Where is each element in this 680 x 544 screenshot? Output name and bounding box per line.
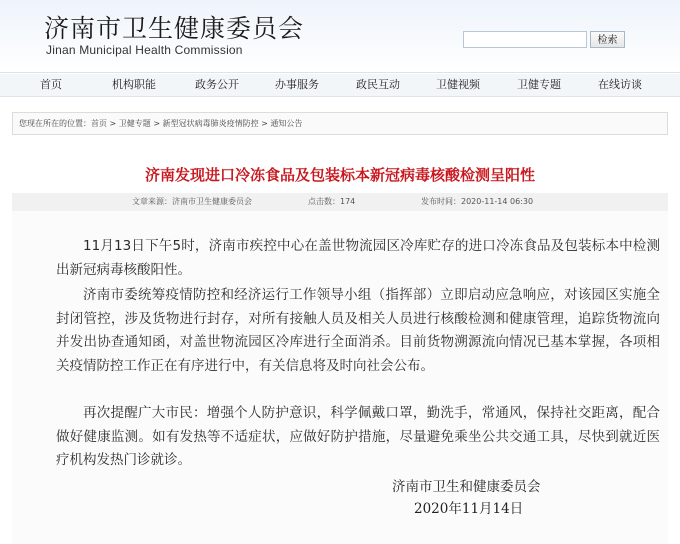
- article-publish-time: 发布时间：2020-11-14 06:30: [421, 197, 534, 206]
- breadcrumb-link-topics[interactable]: 卫健专题: [118, 119, 151, 128]
- article-source: 文章来源：济南市卫生健康委员会: [132, 197, 252, 206]
- main-nav: [0, 74, 680, 97]
- nav-item-interview[interactable]: 在线访谈: [598, 78, 642, 91]
- article-date: 2020年11月14日: [414, 501, 524, 517]
- search-button[interactable]: 检索: [590, 31, 625, 48]
- breadcrumb-link-covid[interactable]: 新型冠状病毒肺炎疫情防控: [162, 119, 259, 128]
- article-body: [12, 211, 668, 544]
- breadcrumb-link-notices[interactable]: 通知公告: [270, 119, 303, 128]
- site-subtitle: Jinan Municipal Health Commission: [46, 43, 243, 57]
- nav-item-topics[interactable]: 卫健专题: [517, 78, 561, 91]
- article-meta: [12, 193, 668, 211]
- nav-item-home[interactable]: 首页: [40, 78, 62, 91]
- article-paragraph: 再次提醒广大市民：增强个人防护意识，科学佩戴口罩，勤洗手，常通风，保持社交距离，配合做好健康监测。如有发热等不适症状，应做好防护措施，尽量避免乘坐公共交通工具，尽快到就近医疗机构发热门诊就诊。: [56, 405, 660, 468]
- breadcrumb: [12, 112, 668, 135]
- article-signature: 济南市卫生和健康委员会: [392, 479, 541, 495]
- nav-item-interaction[interactable]: 政民互动: [356, 78, 400, 91]
- breadcrumb-prefix: 您现在所在的位置：: [19, 119, 91, 128]
- article-paragraph: 济南市委统筹疫情防控和经济运行工作领导小组（指挥部）立即启动应急响应，对该园区实施全封闭管控，涉及货物进行封存，对所有接触人员及相关人员进行核酸检测和健康管理，追踪货物流向并发出协查通知函，对盖世物流园区冷库进行全面消杀。目前货物溯源流向情况已基本掌握，各项相关疫情防控工作正在有序进行中，有关信息将及时向社会公布。: [56, 287, 660, 374]
- article-title: 济南发现进口冷冻食品及包装标本新冠病毒核酸检测呈阳性: [144, 166, 535, 184]
- nav-item-gov-affairs[interactable]: 政务公开: [195, 78, 239, 91]
- breadcrumb-separator: >: [150, 119, 163, 128]
- breadcrumb-link-home[interactable]: 首页: [91, 119, 107, 128]
- site-title: 济南市卫生健康委员会: [44, 14, 305, 43]
- article-paragraph: 11月13日下午5时，济南市疾控中心在盖世物流园区冷库贮存的进口冷冻食品及包装标本中检测出新冠病毒核酸阳性。: [56, 238, 660, 278]
- site-header: [0, 0, 680, 73]
- search-input[interactable]: [463, 31, 587, 48]
- nav-item-functions[interactable]: 机构职能: [112, 78, 156, 91]
- breadcrumb-separator: >: [258, 119, 271, 128]
- article-clicks: 点击数：174: [308, 197, 356, 206]
- nav-item-services[interactable]: 办事服务: [275, 78, 319, 91]
- nav-item-video[interactable]: 卫健视频: [436, 78, 480, 91]
- breadcrumb-separator: >: [107, 119, 119, 128]
